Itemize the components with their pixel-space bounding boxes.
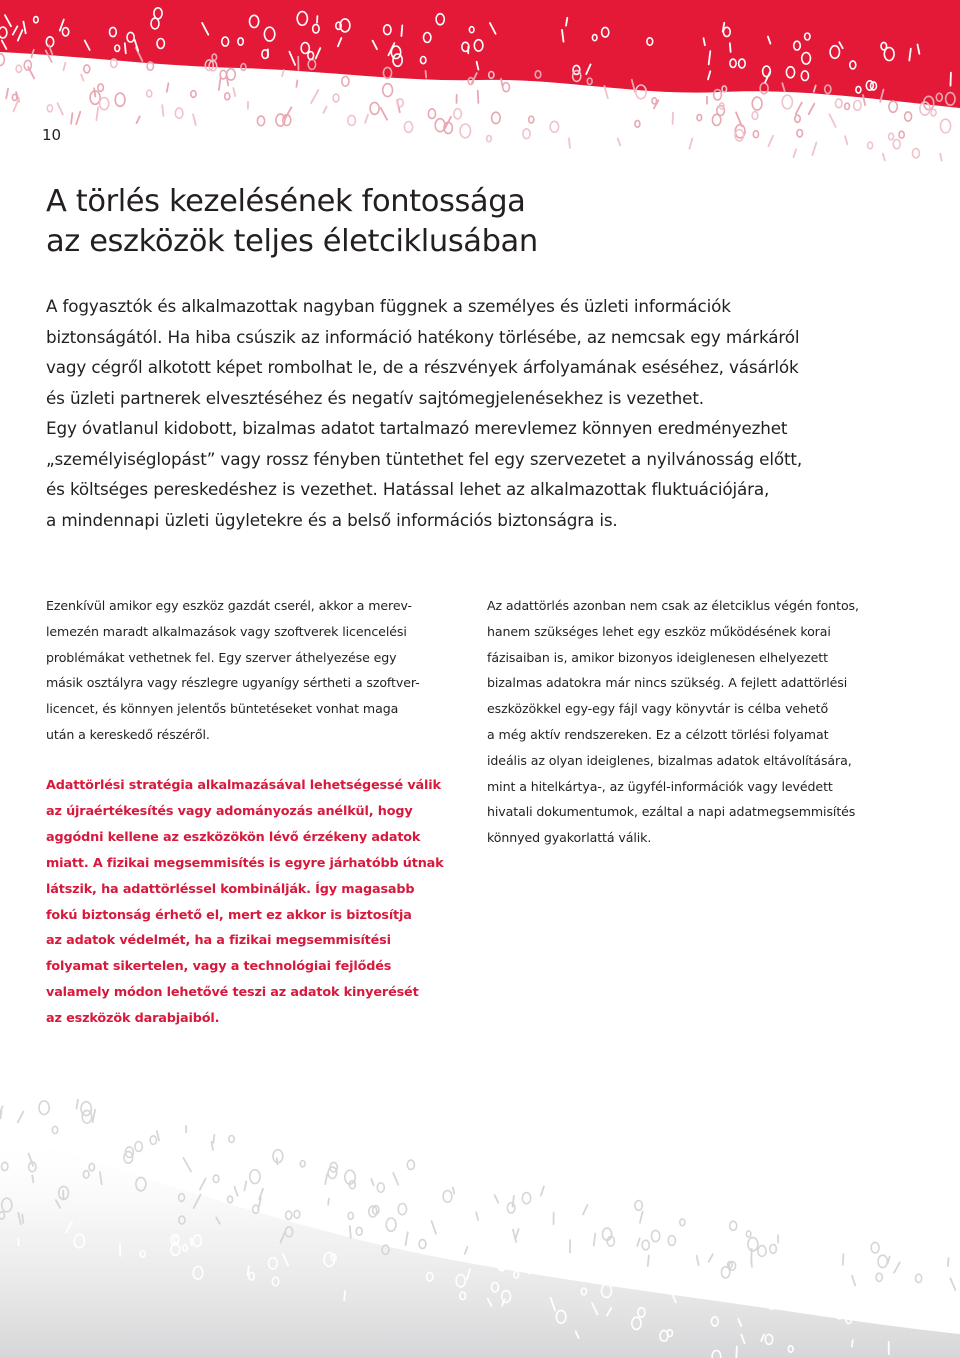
binary-one-glyph [137,116,140,123]
binary-one-glyph [120,1244,121,1256]
right-column-line: hanem szükséges lehet egy eszköz működésének korai [487,623,831,639]
binary-one-glyph [213,1135,214,1143]
left-column-line: után a kereskedő részéről. [46,726,210,742]
binary-zero-glyph [370,102,379,114]
highlight-line: valamely módon lehetővé teszi az adatok kinyerését [46,985,419,1001]
binary-zero-glyph [758,1246,766,1257]
binary-one-glyph [637,1238,640,1246]
binary-zero-glyph [737,1279,746,1291]
binary-one-glyph [583,1205,587,1215]
binary-one-glyph [401,25,402,36]
binary-zero-glyph [712,114,720,125]
binary-zero-glyph [753,131,758,138]
binary-zero-glyph [843,1285,848,1292]
binary-zero-glyph [404,122,412,133]
binary-one-glyph [796,1290,800,1301]
binary-zero-glyph [228,1196,233,1203]
binary-zero-glyph [84,65,90,73]
binary-zero-glyph [227,69,236,80]
binary-zero-glyph [912,149,919,158]
binary-zero-glyph [377,1183,384,1192]
binary-one-glyph [162,105,163,116]
binary-zero-glyph [746,1231,751,1237]
title-line: A törlés kezelésének fontossága [46,184,526,219]
binary-zero-glyph [899,131,904,138]
page-number: 10 [42,126,62,144]
binary-zero-glyph [795,115,800,122]
binary-one-glyph [350,1226,351,1238]
binary-one-glyph [296,80,297,87]
binary-zero-glyph [651,1230,659,1241]
intro-line: A fogyasztók és alkalmazottak nagyban függnek a személyes és üzleti információk [46,296,731,316]
binary-zero-glyph [916,1274,922,1282]
binary-zero-glyph [383,84,393,97]
right-column-line: eszközökkel egy-egy fájl vagy könyvtár is célba vehető [487,701,829,717]
binary-zero-glyph [529,116,534,123]
binary-zero-glyph [550,121,558,132]
highlight-line: aggódni kellene az eszközökön lévő érzékeny adatok [46,829,421,845]
binary-one-glyph [71,113,72,124]
highlight-line: látszik, ha adattörléssel kombinálják. Így magasabb [46,881,415,897]
binary-one-glyph [751,1260,752,1267]
binary-one-glyph [730,43,731,52]
binary-zero-glyph [294,1210,300,1218]
binary-one-glyph [200,1178,206,1189]
binary-one-glyph [406,1232,408,1245]
binary-zero-glyph [876,1273,882,1281]
binary-one-glyph [22,1215,23,1223]
binary-one-glyph [344,1291,345,1300]
right-column-line: mint a hitelkártya-, az ügyfél-információk vagy levédett [487,778,833,794]
intro-line: és költséges pereskedéshez is vezethet. Hatással lehet az alkalmazottak fluktuációjára, [46,479,770,499]
highlight-line: az eszközök darabjaiból. [46,1011,220,1027]
binary-one-glyph [527,1257,529,1267]
binary-zero-glyph [522,1193,530,1204]
binary-one-glyph [736,1347,737,1358]
binary-one-glyph [709,1254,713,1262]
binary-one-glyph [18,1112,24,1123]
binary-one-glyph [541,1186,544,1195]
binary-zero-glyph [768,1299,776,1310]
binary-zero-glyph [836,99,843,108]
binary-zero-glyph [12,94,17,100]
right-column-line: hivatali dokumentumok, ezáltal a napi adatmegsemmisítés [487,804,856,820]
binary-zero-glyph [523,129,530,139]
binary-one-glyph [32,1175,33,1182]
binary-zero-glyph [868,1296,875,1305]
binary-one-glyph [940,154,941,161]
binary-zero-glyph [100,98,109,110]
binary-zero-glyph [257,116,264,126]
binary-zero-glyph [507,1203,515,1213]
binary-zero-glyph [333,94,339,102]
binary-one-glyph [736,112,742,126]
binary-zero-glyph [752,112,758,120]
binary-one-glyph [794,149,797,157]
binary-zero-glyph [191,91,196,98]
binary-zero-glyph [699,1276,708,1288]
binary-one-glyph [184,1158,192,1172]
right-column-line: a még aktív rendszereken. Ez a célzott törlési folyamat [487,726,829,742]
binary-one-glyph [311,90,318,103]
binary-one-glyph [515,1229,518,1239]
binary-one-glyph [501,79,503,87]
binary-one-glyph [328,1199,329,1205]
binary-zero-glyph [419,1240,426,1249]
binary-one-glyph [277,1158,278,1164]
top-binary-header-band [0,0,960,175]
binary-zero-glyph [760,1286,767,1296]
binary-zero-glyph [889,101,897,112]
intro-paragraph [46,291,926,535]
binary-one-glyph [495,1195,499,1203]
title-line: az eszközök teljes életciklusában [46,224,538,259]
highlight-line: Adattörlési stratégia alkalmazásával lehetségessé válik [46,778,441,793]
binary-one-glyph [371,1179,373,1185]
binary-zero-glyph [428,109,435,119]
highlight-line: miatt. A fizikai megsemmisítés is egyre járhatóbb útnak [46,855,444,871]
binary-zero-glyph [342,77,349,87]
binary-one-glyph [948,1258,949,1266]
right-column-paragraph [487,593,917,851]
binary-one-glyph [697,1256,699,1265]
binary-zero-glyph [147,62,153,70]
binary-one-glyph [64,63,66,70]
binary-zero-glyph [642,1240,649,1250]
intro-line: Egy óvatlanul kidobott, bizalmas adatot tartalmazó merevlemez könnyen eredményezhet [46,418,788,438]
highlight-line: fokú biztonság érhető el, mert ez akkor is biztosítja [46,907,412,923]
binary-one-glyph [852,1340,853,1346]
highlight-line: az adatok védelmét, ha a fizikai megsemmisítési [46,933,391,949]
binary-zero-glyph [386,1218,396,1231]
binary-zero-glyph [492,112,501,123]
binary-one-glyph [852,1276,855,1286]
left-column-line: licencet, és könnyen jelentős büntetéseket vonhat maga [46,701,399,717]
binary-zero-glyph [348,115,356,125]
binary-zero-glyph [150,1136,156,1145]
binary-zero-glyph [854,101,861,111]
binary-zero-glyph [348,1212,353,1219]
right-column-line: könnyed gyakorlattá válik. [487,830,652,846]
binary-zero-glyph [16,65,21,72]
binary-one-glyph [244,1181,246,1190]
binary-zero-glyph [24,60,31,70]
binary-zero-glyph [652,98,657,104]
binary-one-glyph [193,114,196,125]
binary-zero-glyph [797,130,803,137]
binary-one-glyph [323,107,326,113]
binary-zero-glyph [443,1191,452,1203]
binary-zero-glyph [213,1175,219,1183]
binary-zero-glyph [782,95,792,109]
binary-one-glyph [426,71,427,78]
binary-one-glyph [465,1247,468,1254]
binary-zero-glyph [460,124,470,138]
binary-one-glyph [325,1174,327,1184]
binary-zero-glyph [300,1161,305,1167]
binary-one-glyph [812,143,816,156]
right-column-line: Az adattörlés azonban nem csak az életciklus végén fontos, [487,598,859,613]
binary-one-glyph [883,154,885,161]
binary-zero-glyph [635,1201,642,1211]
intro-line: a mindennapi üzleti ügyletekre és a belső információs biztonságra is. [46,509,618,530]
binary-zero-glyph [878,1255,887,1267]
binary-zero-glyph [328,1167,337,1178]
binary-zero-glyph [250,1170,260,1184]
binary-zero-glyph [889,133,894,140]
binary-one-glyph [6,89,8,99]
binary-one-glyph [81,75,83,81]
binary-one-glyph [157,1131,159,1140]
binary-one-glyph [796,103,802,115]
binary-zero-glyph [905,112,912,121]
binary-zero-glyph [836,1308,844,1319]
left-column-line: lemezén maradt alkalmazások vagy szoftverek licencelési [46,623,407,639]
highlight-paragraph [46,773,466,1032]
highlight-line: folyamat sikertelen, vagy a technológiai fejlődés [46,959,392,975]
binary-zero-glyph [175,108,183,118]
binary-zero-glyph [454,109,462,119]
right-column-line: bizalmas adatokra már nincs szükség. A fejlett adattörlési [487,675,848,691]
binary-zero-glyph [697,115,702,121]
binary-zero-glyph [770,1245,777,1254]
binary-one-glyph [453,1188,455,1194]
binary-one-glyph [830,114,836,127]
intro-line: biztonságától. Ha hiba csúszik az információ hatékony törlésébe, az nemcsak egy márkáról [46,326,800,347]
binary-zero-glyph [887,1302,897,1315]
binary-zero-glyph [135,1142,142,1152]
intro-line: és üzleti partnerek elvesztéséhez és negatív sajtómegjelenésekhez is vezethet. [46,387,704,408]
binary-one-glyph [167,83,169,91]
binary-zero-glyph [115,93,125,106]
binary-zero-glyph [721,1267,729,1278]
binary-zero-glyph [487,136,492,142]
intro-line: vagy cégről alkotott képet rombolhat le, de a részvények árfolyamának eséséhez, vásárlók [46,357,799,377]
binary-zero-glyph [47,105,52,112]
binary-one-glyph [365,115,368,123]
binary-zero-glyph [748,1238,758,1251]
binary-one-glyph [843,1254,844,1265]
binary-one-glyph [566,18,567,26]
binary-one-glyph [640,1211,643,1222]
binary-zero-glyph [52,1126,57,1133]
right-column-line: ideális az olyan ideiglenes, bizalmas adatok eltávolítására, [487,752,852,768]
binary-zero-glyph [680,1219,685,1226]
binary-zero-glyph [893,140,900,149]
binary-one-glyph [604,86,607,98]
binary-one-glyph [689,139,692,149]
binary-one-glyph [888,1257,890,1263]
binary-zero-glyph [730,1221,737,1230]
binary-zero-glyph [828,1300,835,1309]
binary-one-glyph [950,1278,955,1290]
binary-one-glyph [478,91,479,103]
binary-zero-glyph [147,90,152,97]
binary-one-glyph [432,1221,437,1234]
right-column-line: fázisaiban is, amikor bizonyos ideiglenesen elhelyezett [487,649,828,665]
binary-zero-glyph [286,1211,292,1219]
binary-one-glyph [93,1110,95,1122]
binary-zero-glyph [591,1269,600,1281]
bottom-binary-footer-band [0,1060,960,1358]
highlight-line: az újraértékesítés vagy adományozás anélkül, hogy [46,803,413,819]
binary-one-glyph [768,136,773,147]
binary-one-glyph [476,1212,478,1220]
binary-one-glyph [618,139,621,146]
left-column-line: másik osztályra vagy részlegre ugyanígy sértheti a szoftver- [46,675,420,691]
binary-one-glyph [393,1173,398,1185]
binary-zero-glyph [0,54,4,66]
intro-line: „személyiséglopást” vagy rossz fényben tüntethet fel egy szervezetet a nyilvánosság előtt, [46,448,803,469]
binary-one-glyph [648,1256,649,1267]
binary-one-glyph [569,138,570,148]
binary-zero-glyph [845,103,850,109]
left-column-paragraph [46,593,466,748]
binary-one-glyph [96,107,98,120]
binary-one-glyph [76,112,80,124]
binary-one-glyph [845,136,847,144]
binary-one-glyph [594,1234,596,1246]
binary-zero-glyph [229,1136,234,1143]
binary-zero-glyph [356,1227,362,1235]
binary-zero-glyph [98,84,104,91]
binary-one-glyph [94,88,95,96]
page-title [46,182,906,262]
binary-one-glyph [219,77,221,90]
binary-one-glyph [809,104,815,115]
binary-zero-glyph [868,142,873,149]
binary-zero-glyph [225,93,230,100]
binary-zero-glyph [668,1236,675,1246]
binary-one-glyph [233,88,235,96]
binary-one-glyph [381,108,387,120]
binary-zero-glyph [398,1204,406,1215]
left-column-line: problémákat vethetnek fel. Egy szerver áthelyezése egy [46,649,397,665]
binary-zero-glyph [39,1101,49,1115]
binary-zero-glyph [871,1242,879,1253]
binary-one-glyph [258,1198,261,1209]
binary-one-glyph [894,1263,900,1273]
binary-one-glyph [235,1187,238,1196]
binary-zero-glyph [635,120,640,127]
binary-zero-glyph [752,97,762,110]
binary-zero-glyph [940,119,950,133]
binary-zero-glyph [82,1110,92,1123]
binary-zero-glyph [931,109,936,116]
binary-one-glyph [58,103,63,115]
binary-one-glyph [282,70,284,76]
binary-one-glyph [77,1100,78,1109]
binary-one-glyph [125,43,126,53]
binary-zero-glyph [407,1160,414,1169]
left-column-line: Ezenkívül amikor egy eszköz gazdát cserél, akkor a merev- [46,598,412,613]
binary-zero-glyph [503,83,510,92]
